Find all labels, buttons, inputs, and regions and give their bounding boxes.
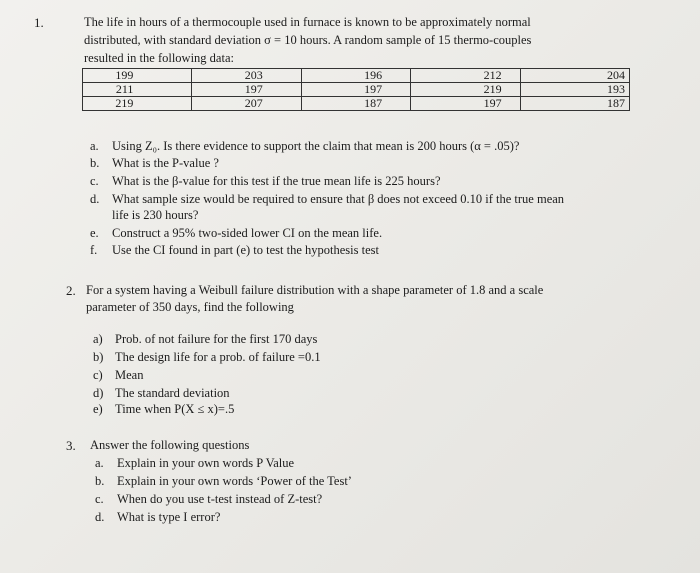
item-label: c. xyxy=(90,174,99,188)
item-text: What sample size would be required to ensure that β does not exceed 0.10 if the true mean xyxy=(112,192,565,206)
table-cell: 196 xyxy=(301,69,410,83)
item-label: c) xyxy=(93,368,103,382)
item-text: What is the P-value ? xyxy=(112,156,219,170)
item-text: Using Z₀. Is there evidence to support the claim that mean is 200 hours (α = .05)? xyxy=(112,139,520,153)
item-text: When do you use t-test instead of Z-test? xyxy=(117,492,323,506)
item-label: f. xyxy=(90,243,98,257)
question-3-item-c xyxy=(95,492,322,507)
item-label: e) xyxy=(93,402,103,416)
table-cell: 211 xyxy=(83,83,192,97)
question-3-item-b xyxy=(95,474,352,489)
item-label: a) xyxy=(93,332,103,346)
item-label: d) xyxy=(93,386,104,400)
table-cell: 212 xyxy=(411,69,520,83)
item-text: Mean xyxy=(115,368,144,382)
question-2-number: 2. xyxy=(66,283,76,298)
question-1-line-1: The life in hours of a thermocouple used in furnace is known to be approximately normal xyxy=(84,15,531,29)
question-1-item-f xyxy=(90,243,379,258)
item-label: b. xyxy=(90,156,100,170)
question-1-number: 1. xyxy=(34,15,44,30)
question-2-item-a xyxy=(93,332,317,347)
question-3-line-1: Answer the following questions xyxy=(90,438,250,452)
item-text: What is type I error? xyxy=(117,510,221,524)
item-label: b. xyxy=(95,474,105,488)
item-label: d. xyxy=(95,510,105,524)
question-1-item-e xyxy=(90,226,382,241)
table-cell: 197 xyxy=(411,97,520,111)
table-cell: 199 xyxy=(83,69,192,83)
table-cell: 204 xyxy=(520,69,629,83)
item-text: Explain in your own words ‘Power of the Test’ xyxy=(117,474,352,488)
table-row xyxy=(83,97,630,111)
question-2-item-b xyxy=(93,350,321,365)
question-3-number: 3. xyxy=(66,438,76,453)
item-text: Prob. of not failure for the first 170 days xyxy=(115,332,318,346)
table-cell: 187 xyxy=(520,97,629,111)
question-2-line-1: For a system having a Weibull failure distribution with a shape parameter of 1.8 and a scale xyxy=(86,283,544,297)
item-text: The design life for a prob. of failure =0.1 xyxy=(115,350,321,364)
table-cell: 203 xyxy=(192,69,301,83)
question-1-item-c xyxy=(90,174,441,189)
table-row xyxy=(83,83,630,97)
item-label: b) xyxy=(93,350,104,364)
question-2-line-2: parameter of 350 days, find the following xyxy=(86,300,294,314)
question-1-item-d-cont xyxy=(90,208,198,223)
question-2-item-e xyxy=(93,402,234,417)
table-cell: 197 xyxy=(301,83,410,97)
item-label: c. xyxy=(95,492,104,506)
data-table xyxy=(82,68,630,111)
item-text: Use the CI found in part (e) to test the hypothesis test xyxy=(112,243,379,257)
item-text: What is the β-value for this test if the true mean life is 225 hours? xyxy=(112,174,441,188)
question-2-item-d xyxy=(93,386,230,401)
table-cell: 193 xyxy=(520,83,629,97)
item-label: a. xyxy=(90,139,99,153)
table-cell: 187 xyxy=(301,97,410,111)
table-cell: 197 xyxy=(192,83,301,97)
question-2-item-c xyxy=(93,368,143,383)
question-1-line-2: distributed, with standard deviation σ = 10 hours. A random sample of 15 thermo-couples xyxy=(84,33,532,47)
question-1-line-3: resulted in the following data: xyxy=(84,51,234,65)
item-text: The standard deviation xyxy=(115,386,230,400)
table-cell: 219 xyxy=(411,83,520,97)
table-row xyxy=(83,69,630,83)
question-3-item-d xyxy=(95,510,220,525)
item-label: d. xyxy=(90,192,100,206)
question-1-item-a xyxy=(90,139,519,154)
question-3-item-a xyxy=(95,456,294,471)
question-1-item-b xyxy=(90,156,219,171)
item-label: e. xyxy=(90,226,99,240)
table-cell: 219 xyxy=(83,97,192,111)
question-1-item-d xyxy=(90,192,564,207)
table-cell: 207 xyxy=(192,97,301,111)
item-text: Explain in your own words P Value xyxy=(117,456,295,470)
item-text: life is 230 hours? xyxy=(112,208,199,222)
item-label: a. xyxy=(95,456,104,470)
item-text: Construct a 95% two-sided lower CI on the mean life. xyxy=(112,226,383,240)
item-text: Time when P(X ≤ x)=.5 xyxy=(115,402,235,416)
